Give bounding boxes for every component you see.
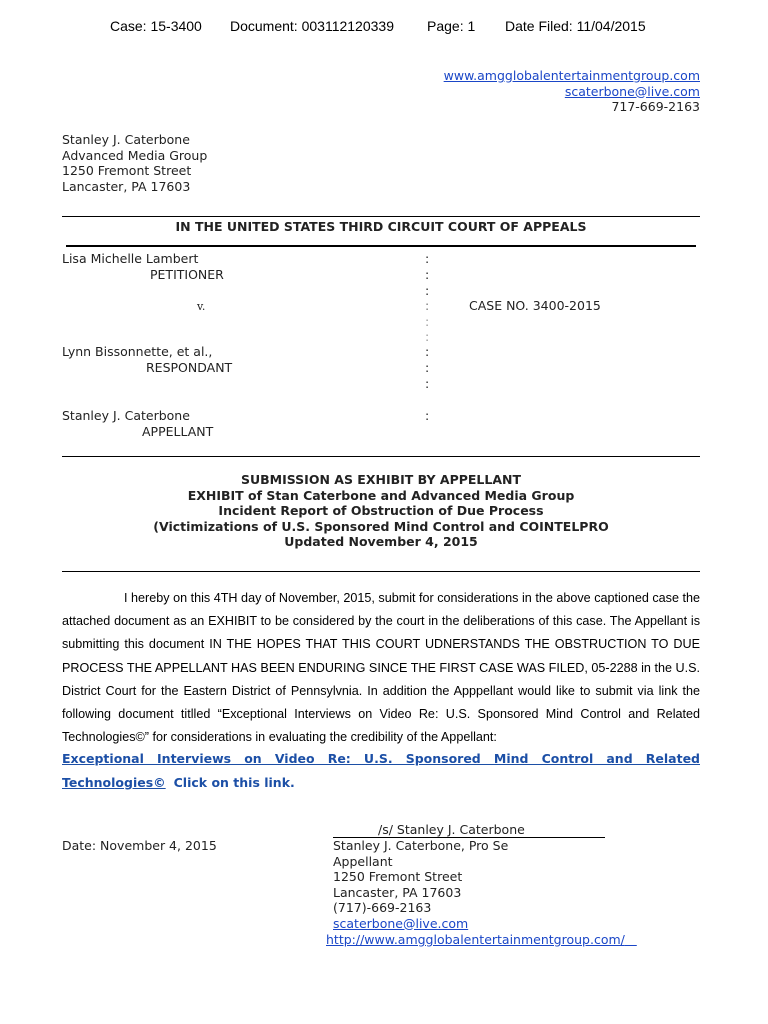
signature-date: Date: November 4, 2015 — [62, 838, 217, 853]
submission-line: (Victimizations of U.S. Sponsored Mind Control and COINTELPRO — [153, 518, 609, 534]
colon: : — [425, 314, 430, 329]
case-number: CASE NO. 3400-2015 — [469, 298, 601, 313]
link-tail[interactable]: Click on this link. — [173, 775, 295, 790]
email-link[interactable]: scaterbone@live.com — [564, 83, 700, 99]
appellant-role: APPELLANT — [142, 424, 214, 439]
divider-submission — [62, 571, 700, 572]
signer-url-wrap — [326, 932, 637, 948]
signer-city: Lancaster, PA 17603 — [333, 884, 462, 900]
header-page: Page: 1 — [427, 18, 476, 34]
submission-line: Incident Report of Obstruction of Due Process — [218, 503, 544, 518]
petitioner-role: PETITIONER — [150, 267, 224, 282]
respondent-role: RESPONDANT — [146, 360, 233, 375]
submission-line: Updated November 4, 2015 — [284, 534, 478, 549]
submission-title — [62, 472, 700, 550]
sender-company: Advanced Media Group — [62, 147, 208, 163]
petitioner-name: Lisa Michelle Lambert — [62, 251, 199, 266]
colon: : — [425, 251, 430, 266]
court-title: IN THE UNITED STATES THIRD CIRCUIT COURT OF APPEALS — [175, 219, 587, 234]
colon: : — [425, 329, 430, 344]
signer-street: 1250 Fremont Street — [333, 869, 463, 884]
signer-role: Appellant — [333, 853, 393, 869]
respondent-name: Lynn Bissonnette, et al., — [62, 344, 213, 359]
website-link[interactable]: www.amgglobalentertainmentgroup.com — [443, 68, 700, 83]
body-paragraph — [62, 587, 700, 749]
sender-city: Lancaster, PA 17603 — [62, 178, 191, 194]
sender-name: Stanley J. Caterbone — [62, 132, 190, 147]
signature-line: /s/ Stanley J. Caterbone — [378, 822, 525, 837]
exhibit-link[interactable]: Exceptional Interviews on Video Re: U.S. Sponsored Mind Control and Related Technologies© — [62, 751, 700, 790]
colon: : — [425, 376, 430, 391]
signer-name: Stanley J. Caterbone, Pro Se — [333, 838, 509, 853]
colon: : — [425, 408, 430, 423]
signature-address-block — [333, 838, 508, 931]
colon: : — [425, 298, 430, 313]
sender-block — [62, 132, 207, 194]
body-text: I hereby on this 4TH day of November, 2015, submit for considerations in the above captioned case the attached document as an EXHIBIT to be considered by the court in the deliberations of this case. The Appellant is submitting this document IN THE HOPES THAT THIS COURT UDNERSTANDS THE OBSTRUCTION TO DUE PROCESS THE APPELLANT HAS BEEN ENDURING SINCE THE FIRST CASE WAS FILED, 05-2288 in the U.S. District Court for the Eastern District of Pennsylvnia. In addition the Apppellant would like to submit via link the following document titlled “Exceptional Interviews on Video Re: U.S. Sponsored Mind Control and Related Technologies©” for considerations in evaluating the credibility of the Appellant: — [62, 591, 700, 745]
versus-text: v. — [197, 300, 206, 313]
exhibit-link-block — [62, 747, 700, 795]
sender-street: 1250 Fremont Street — [62, 163, 192, 178]
header-document: Document: 003112120339 — [230, 18, 394, 34]
divider-caption — [62, 456, 700, 457]
header-case: Case: 15-3400 — [110, 18, 202, 34]
signer-email-link[interactable]: scaterbone@live.com — [333, 915, 469, 931]
colon: : — [425, 344, 430, 359]
divider-top — [62, 216, 700, 217]
submission-line: EXHIBIT of Stan Caterbone and Advanced Media Group — [187, 487, 575, 503]
colon: : — [425, 360, 430, 375]
signer-url-link[interactable]: http://www.amgglobalentertainmentgroup.com/ — [326, 932, 625, 947]
phone-text: 717-669-2163 — [611, 99, 700, 114]
appellant-name: Stanley J. Caterbone — [62, 408, 190, 423]
submission-line: SUBMISSION AS EXHIBIT BY APPELLANT — [240, 472, 522, 487]
signer-phone: (717)-669-2163 — [333, 900, 432, 915]
divider-title — [66, 245, 696, 247]
contact-block — [444, 68, 700, 115]
colon: : — [425, 283, 430, 298]
header-date-filed: Date Filed: 11/04/2015 — [505, 18, 646, 34]
colon: : — [425, 267, 430, 282]
